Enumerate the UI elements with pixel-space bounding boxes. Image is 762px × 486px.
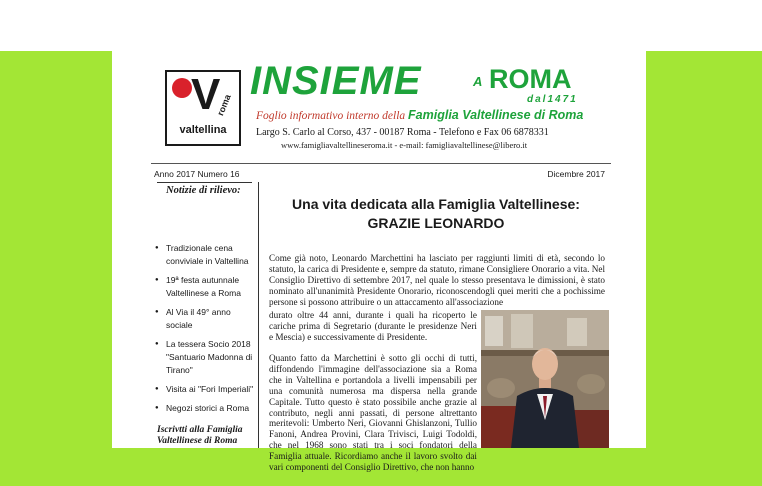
logo-valtellina-text: valtellina bbox=[179, 124, 227, 136]
masthead-web-contacts: www.famigliavaltellineseroma.it - e-mail: famigliavaltellinese@libero.it bbox=[281, 140, 528, 150]
issue-number: Anno 2017 Numero 16 bbox=[154, 169, 240, 179]
sidebar-item: ● La tessera Socio 2018 "Santuario Madonna di Tirano" bbox=[155, 338, 258, 377]
green-band-right bbox=[646, 51, 762, 486]
logo-v-glyph: V bbox=[191, 70, 221, 119]
article-headline bbox=[261, 195, 611, 233]
sidebar-item: ● 19ª festa autunnale Valtellinese a Roma bbox=[155, 274, 258, 300]
valtellina-logo bbox=[165, 70, 241, 146]
sidebar-heading: Notizie di rilievo: bbox=[166, 185, 241, 196]
header-divider bbox=[151, 163, 611, 164]
masthead-title-city: ROMA bbox=[489, 64, 572, 94]
red-badge-icon bbox=[172, 78, 192, 98]
headline-line-1: Una vita dedicata alla Famiglia Valtellinese: bbox=[292, 196, 580, 212]
sidebar-item: ● Visita ai "Fori Imperiali" bbox=[155, 383, 258, 396]
article-paragraph: Come già noto, Leonardo Marchettini ha lasciato per raggiunti limiti di età, secondo lo statuto, la carica di Presidente e, sempre da statuto, rimane Consigliere Onorario a vita. Nel Consiglio Direttivo di settembre 2017, nel quale lo stesso presentava le dimissioni, è stato nominato all'unanimità Presidente Onorario, riconoscendogli quei meriti che a pochissime persone si possono attribuire o un attaccamento all'associazione bbox=[269, 253, 605, 307]
green-band-left bbox=[0, 51, 112, 486]
article-paragraph: Quanto fatto da Marchettini è sotto gli occhi di tutti, diffondendo l'immagine dell'associazione sia a Roma che in Valtellina e portandola a livelli impensabili per una comunità numerosa ma dispersa nella grande Capitale. Tutto questo è stato possibile anche grazie al contributo, negli anni passati, di persone altrettanto meritevoli: Umberto Neri, Giovanni Ghislanzoni, Tullio Fanoni, Andrea Provini, Clara Trivisci, Luigi Todoldi, che nel 1968 sono stati tra i soci fondatori della Famiglia attuale. Ricordiamo anche il lavoro svolto dai vari componenti del Consiglio Direttivo, che non hanno bbox=[269, 353, 477, 473]
masthead-title-prep: A bbox=[473, 74, 483, 89]
newsletter-page bbox=[151, 52, 611, 473]
sidebar-divider bbox=[157, 182, 252, 183]
subtitle-prefix: Foglio informativo interno della bbox=[256, 110, 406, 122]
masthead-title: INSIEME bbox=[250, 59, 422, 103]
subtitle-org: Famiglia Valtellinese di Roma bbox=[408, 108, 584, 122]
headline-line-2: GRAZIE LEONARDO bbox=[367, 215, 505, 231]
logo-roma-text: roma bbox=[215, 92, 233, 118]
sidebar-item: ● Al Via il 49° anno sociale bbox=[155, 306, 258, 332]
masthead-address: Largo S. Carlo al Corso, 437 - 00187 Roma - Telefono e Fax 06 6878331 bbox=[256, 127, 549, 138]
article-paragraph: durato oltre 44 anni, durante i quali ha ricoperto le cariche prima di Segretario (durante le presidenze Neri e Mescia) e successivamente di Presidente. bbox=[269, 310, 477, 342]
sidebar-list bbox=[155, 242, 258, 421]
sidebar-footer: Iscrivtti alla Famiglia Valtellinese di Roma bbox=[157, 425, 243, 446]
column-divider bbox=[258, 182, 259, 448]
portrait-image bbox=[481, 310, 609, 448]
masthead-since: dal1471 bbox=[527, 94, 578, 105]
masthead-subtitle bbox=[256, 108, 611, 122]
sidebar-item: ● Negozi storici a Roma bbox=[155, 402, 258, 415]
article-photo bbox=[481, 310, 609, 448]
sidebar-item: ● Tradizionale cena conviviale in Valtellina bbox=[155, 242, 258, 268]
issue-date: Dicembre 2017 bbox=[547, 169, 605, 179]
